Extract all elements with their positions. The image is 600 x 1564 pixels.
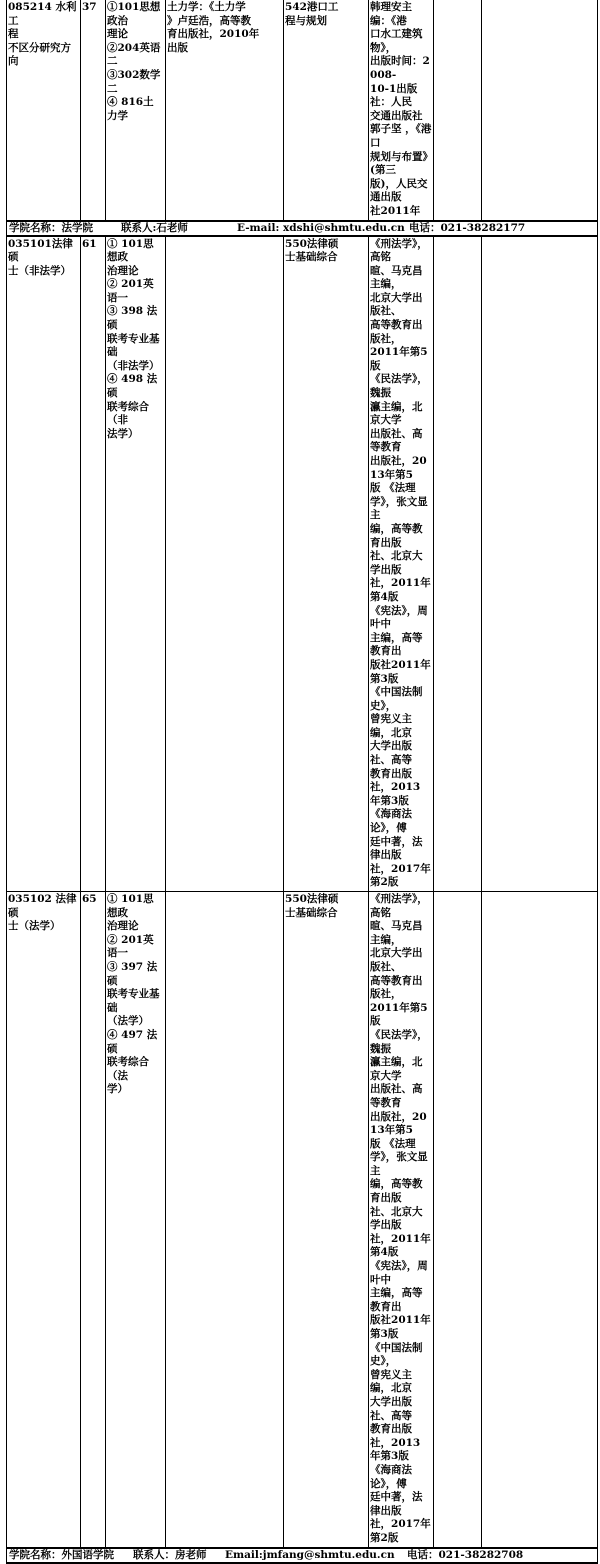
quota-cell: 37	[81, 0, 106, 221]
references-cell: 《刑法学》，高铭 暄、马克昌主编， 北京大学出版社、 高等教育出版社， 2011年第5版 《民法学》，魏振 瀛主编，北京大学 出版社、高等教育 出版社，2013年第5 版 《法理 学》，张文显主 编，高等教育出版 社、北京大学出版 社，2011年第4版 《宪法》，周叶中 主编，高等教育出 版社2011年第3版 《中国法制史》， 曾宪义主编，北京 大学出版社、高等 教育出版社，2013 年第3版 《海商法论》，傅 廷中著，法律出版 社，2017年第2版	[369, 236, 434, 892]
retest-books-cell	[166, 236, 284, 892]
contact-info	[7, 1548, 598, 1563]
major-cell: 085214 水利工 程 不区分研究方 向	[7, 0, 81, 221]
school-name: 学院名称：法学院	[9, 221, 93, 234]
empty-cell	[482, 892, 598, 1548]
empty-cell	[434, 892, 482, 1548]
exam-subjects-cell: ① 101思想政 治理论 ② 201英语一 ③ 398 法硕 联考专业基础 （非法学） ④ 498 法硕 联考综合（非 法学）	[106, 236, 166, 892]
quota-cell: 61	[81, 236, 106, 892]
retest-subject-cell: 550法律硕 士基础综合	[284, 236, 369, 892]
table-row	[7, 892, 598, 1548]
table-row	[7, 0, 598, 221]
references-cell: 韩理安主编：《港 口水工建筑物》， 出版时间：2008- 10-1出版社：人民 交通出版社 郭子坚 ，《港口 规划与布置》(第三 版)，人民交通出版 社2011年	[369, 0, 434, 221]
contact-email: Email:jmfang@shmtu.edu.cn	[225, 1548, 395, 1561]
table-row	[7, 236, 598, 892]
major-cell: 035102 法律硕 士（法学）	[7, 892, 81, 1548]
retest-books-cell: 土力学：《土力学 》卢廷浩，高等教 育出版社，2010年 出版	[166, 0, 284, 221]
empty-cell	[434, 236, 482, 892]
contact-row	[7, 1548, 598, 1563]
admissions-table	[6, 0, 598, 1564]
references-cell: 《刑法学》，高铭 暄、马克昌主编， 北京大学出版社、 高等教育出版社， 2011年第5版 《民法学》，魏振 瀛主编，北京大学 出版社、高等教育 出版社，2013年第5 版 《法理 学》，张文显主 编，高等教育出版 社、北京大学出版 社，2011年第4版 《宪法》，周叶中 主编，高等教育出 版社2011年第3版 《中国法制史》， 曾宪义主编，北京 大学出版社、高等 教育出版社，2013 年第3版 《海商法论》，傅 廷中著，法律出版 社，2017年第2版	[369, 892, 434, 1548]
empty-cell	[482, 0, 598, 221]
exam-subjects-cell: ①101思想政治 理论 ②204英语二 ③302数学二 ④ 816土力学	[106, 0, 166, 221]
retest-subject-cell: 550法律硕 士基础综合	[284, 892, 369, 1548]
contact-info	[7, 221, 598, 236]
exam-subjects-cell: ① 101思想政 治理论 ② 201英语一 ③ 397 法硕 联考专业基础 （法学） ④ 497 法硕 联考综合（法 学）	[106, 892, 166, 1548]
quota-cell: 65	[81, 892, 106, 1548]
contact-person: 联系人:石老师	[121, 221, 188, 234]
retest-subject-cell: 542港口工 程与规划	[284, 0, 369, 221]
contact-row	[7, 221, 598, 236]
contact-person: 联系人：房老师	[133, 1548, 207, 1561]
major-cell: 035101法律硕 士（非法学）	[7, 236, 81, 892]
empty-cell	[434, 0, 482, 221]
retest-books-cell	[166, 892, 284, 1548]
contact-phone: 电话：021-38282708	[407, 1548, 524, 1561]
contact-phone: 电话：021-38282177	[409, 221, 526, 234]
school-name: 学院名称：外国语学院	[9, 1548, 114, 1561]
empty-cell	[482, 236, 598, 892]
contact-email: E-mail: xdshi@shmtu.edu.cn	[237, 221, 405, 234]
